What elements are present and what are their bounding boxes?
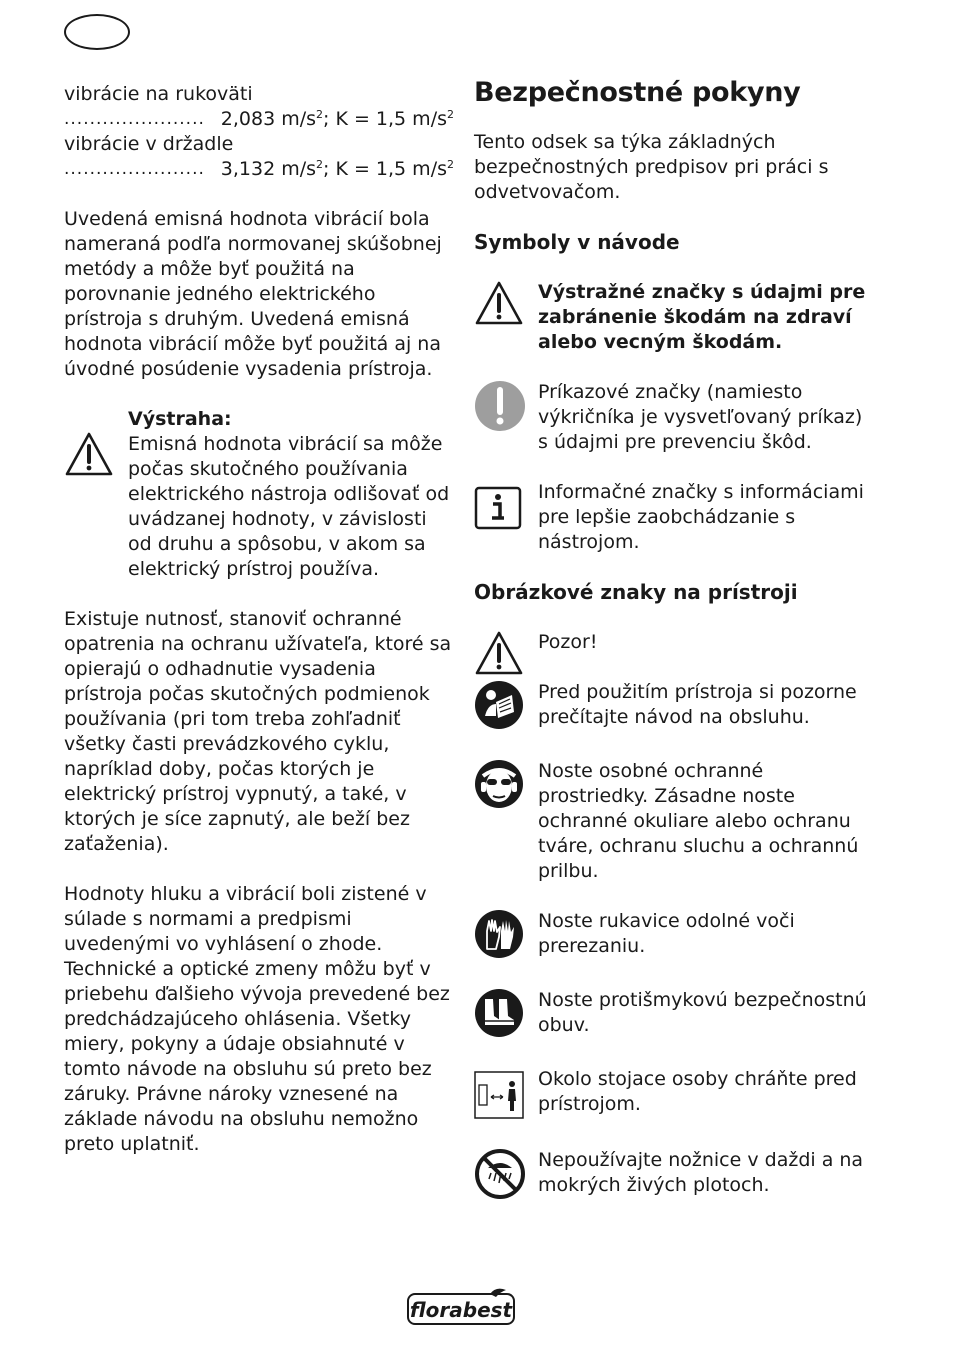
device-symbols-heading: Obrázkové znaky na prístroji xyxy=(474,580,798,604)
symbol-info xyxy=(474,480,874,555)
intro-text: Tento odsek sa týka základných bezpečnostných predpisov pri práci s odvetvovačom. xyxy=(474,131,829,203)
warning-triangle-icon xyxy=(64,407,128,582)
brand-text: florabest xyxy=(409,1298,513,1322)
vibration-grip-k: ; K = 1,5 m/s xyxy=(323,158,447,180)
warning-title: Výstraha: xyxy=(128,408,232,430)
warning-triangle-icon xyxy=(474,280,538,355)
leader-dots: ...................... xyxy=(64,159,205,179)
vibration-grip-value: 3,132 m/s xyxy=(220,158,317,180)
device-symbol-distance-text: Okolo stojace osoby chráňte pred prístrojom. xyxy=(538,1068,857,1115)
device-symbol-manual-text: Pred použitím prístroja si pozorne prečítajte návod na obsluhu. xyxy=(538,681,857,728)
keep-distance-icon xyxy=(474,1067,538,1123)
info-icon xyxy=(474,480,538,555)
florabest-logo xyxy=(406,1288,516,1326)
vibration-grip-label: vibrácie v držadle xyxy=(64,133,234,155)
symbol-mandatory-text: Príkazové značky (namiesto výkričníka je vysvetľovaný príkaz) s údajmi pre prevenciu škôd. xyxy=(538,381,863,453)
device-symbol-ppe xyxy=(474,759,874,884)
device-symbol-rain-text: Nepoužívajte nožnice v daždi a na mokrých živých plotoch. xyxy=(538,1149,864,1196)
symbol-warning-text: Výstražné značky s údajmi pre zabránenie škodám na zdraví alebo vecným škodám. xyxy=(538,281,866,353)
warning-triangle-icon xyxy=(474,630,538,680)
vibration-handle-value: 2,083 m/s xyxy=(220,108,317,130)
symbol-warning xyxy=(474,280,874,355)
language-marker xyxy=(64,14,130,50)
right-column xyxy=(474,76,874,1229)
paragraph-protective-measures: Existuje nutnosť, stanoviť ochranné opatrenia na ochranu užívateľa, ktoré sa opierajú o odhadnutie vysadenia prístroja počas skutočných podmienok používania (pri tom treba zohľadniť všetky časti prevádzkového cyklu, napríklad doby, počas ktorých je elektrický prístroj vypnutý, a také, v ktorých je síce zapnutý, ale beží bez zaťaženia). xyxy=(64,608,452,855)
warning-block xyxy=(64,407,454,582)
device-symbol-rain xyxy=(474,1148,874,1204)
mandatory-exclamation-icon xyxy=(474,380,538,455)
device-symbol-caution-text: Pozor! xyxy=(538,631,598,653)
paragraph-noise-values: Hodnoty hluku a vibrácií boli zistené v súlade s normami a predpismi uvedenými vo vyhlásení o zhode. xyxy=(64,883,427,955)
gloves-icon xyxy=(474,909,538,963)
boots-icon xyxy=(474,988,538,1042)
device-symbol-boots-text: Noste protišmykovú bezpečnostnú obuv. xyxy=(538,989,867,1036)
vibration-handle-k: ; K = 1,5 m/s xyxy=(323,108,447,130)
device-symbol-caution xyxy=(474,630,874,680)
paragraph-emission: Uvedená emisná hodnota vibrácií bola nameraná podľa normovanej skúšobnej metódy a môže byť použitá na porovnanie jedného elektrického prístroja s druhým. Uvedená emisná hodnota vibrácií môže byť použitá aj na úvodné posúdenie vysadenia prístroja. xyxy=(64,208,442,380)
read-manual-icon xyxy=(474,680,538,734)
leader-dots: ...................... xyxy=(64,109,205,129)
symbol-info-text: Informačné značky s informáciami pre lepšie zaobchádzanie s nástrojom. xyxy=(538,481,864,553)
vibration-grip-value-row: ...................... 3,132 $m/s^2$; K = 1,5 $m/s^2$ xyxy=(64,158,454,180)
face-protection-icon xyxy=(474,759,538,884)
device-symbol-boots xyxy=(474,988,874,1042)
left-column xyxy=(64,82,454,1157)
page-title: Bezpečnostné pokyny xyxy=(474,77,801,108)
device-symbol-gloves-text: Noste rukavice odolné voči prerezaniu. xyxy=(538,910,795,957)
device-symbol-manual xyxy=(474,680,874,734)
no-rain-icon xyxy=(474,1148,538,1204)
vibration-handle-label: vibrácie na rukoväti xyxy=(64,83,253,105)
symbol-mandatory xyxy=(474,380,874,455)
vibration-handle-value-row: ...................... 2,083 $m/s^2$; K = 1,5 $m/s^2$ xyxy=(64,108,454,130)
device-symbol-distance xyxy=(474,1067,874,1123)
paragraph-technical-changes: Technické a optické zmeny môžu byť v priebehu ďalšieho vývoja prevedené bez predchádzajúceho ohlásenia. Všetky miery, pokyny a údaje obsiahnuté v tomto návode na obsluhu sú preto bez záruky. Právne nároky vznesené na základe návodu na obsluhu nemožno preto uplatniť. xyxy=(64,958,450,1155)
warning-text: Emisná hodnota vibrácií sa môže počas skutočného používania elektrického nástroja odlišovať od uvádzanej hodnoty, v závislosti od druhu a spôsobu, v akom sa elektrický prístroj používa. xyxy=(128,433,450,580)
device-symbol-ppe-text: Noste osobné ochranné prostriedky. Zásadne noste ochranné okuliare alebo ochranu tváre, ochranu sluchu a ochrannú prilbu. xyxy=(538,760,859,882)
symbols-heading: Symboly v návode xyxy=(474,230,680,254)
device-symbol-gloves xyxy=(474,909,874,963)
